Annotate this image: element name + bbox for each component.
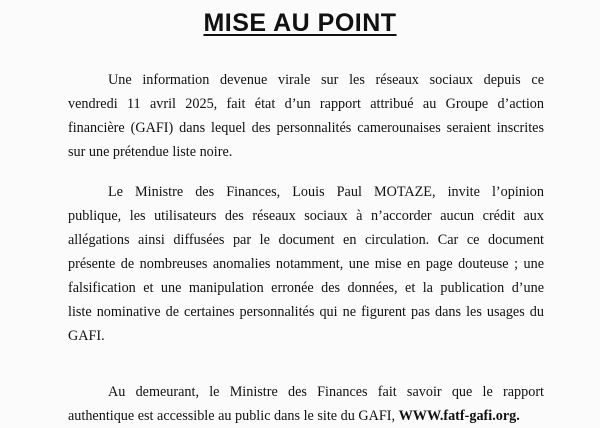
paragraph-line: publique, les utilisateurs des réseaux sociaux à n’accorder aucun crédit aux [68, 208, 544, 224]
paragraph-line: Le Ministre des Finances, Louis Paul MOTAZE, invite l’opinion [108, 184, 544, 200]
paragraph-authentic-report [68, 380, 544, 428]
paragraph-minister-statement [68, 180, 544, 348]
paragraph-line [68, 404, 544, 428]
document-title-text: MISE AU POINT [203, 9, 397, 37]
paragraph-line: vendredi 11 avril 2025, fait état d’un rapport attribué au Groupe d’action [68, 96, 544, 112]
paragraph-line: Au demeurant, le Ministre des Finances fait savoir que le rapport [108, 384, 544, 400]
paragraph-line: présente de nombreuses anomalies notamment, une mise en page douteuse ; une [68, 256, 544, 272]
paragraph-line: allégations ainsi diffusées par le document en circulation. Car ce document [68, 232, 544, 248]
document-title [0, 8, 600, 38]
paragraph-line: sur une prétendue liste noire. [68, 144, 233, 160]
paragraph-line: falsification et une manipulation erronée des données, et la publication d’une [68, 280, 544, 296]
paragraph-line-text: authentique est accessible au public dans le site du GAFI, [68, 408, 396, 424]
paragraph-line: GAFI. [68, 328, 105, 344]
paragraph-line: liste nominative de certaines personnalités qui ne figurent pas dans les usages du [68, 304, 544, 320]
paragraph-virale-information [68, 68, 544, 164]
paragraph-line: financière (GAFI) dans lequel des personnalités camerounaises seraient inscrites [68, 120, 544, 136]
paragraph-line: Une information devenue virale sur les réseaux sociaux depuis ce [108, 72, 544, 88]
gafi-website-link[interactable]: WWW.fatf-gafi.org. [398, 408, 520, 424]
